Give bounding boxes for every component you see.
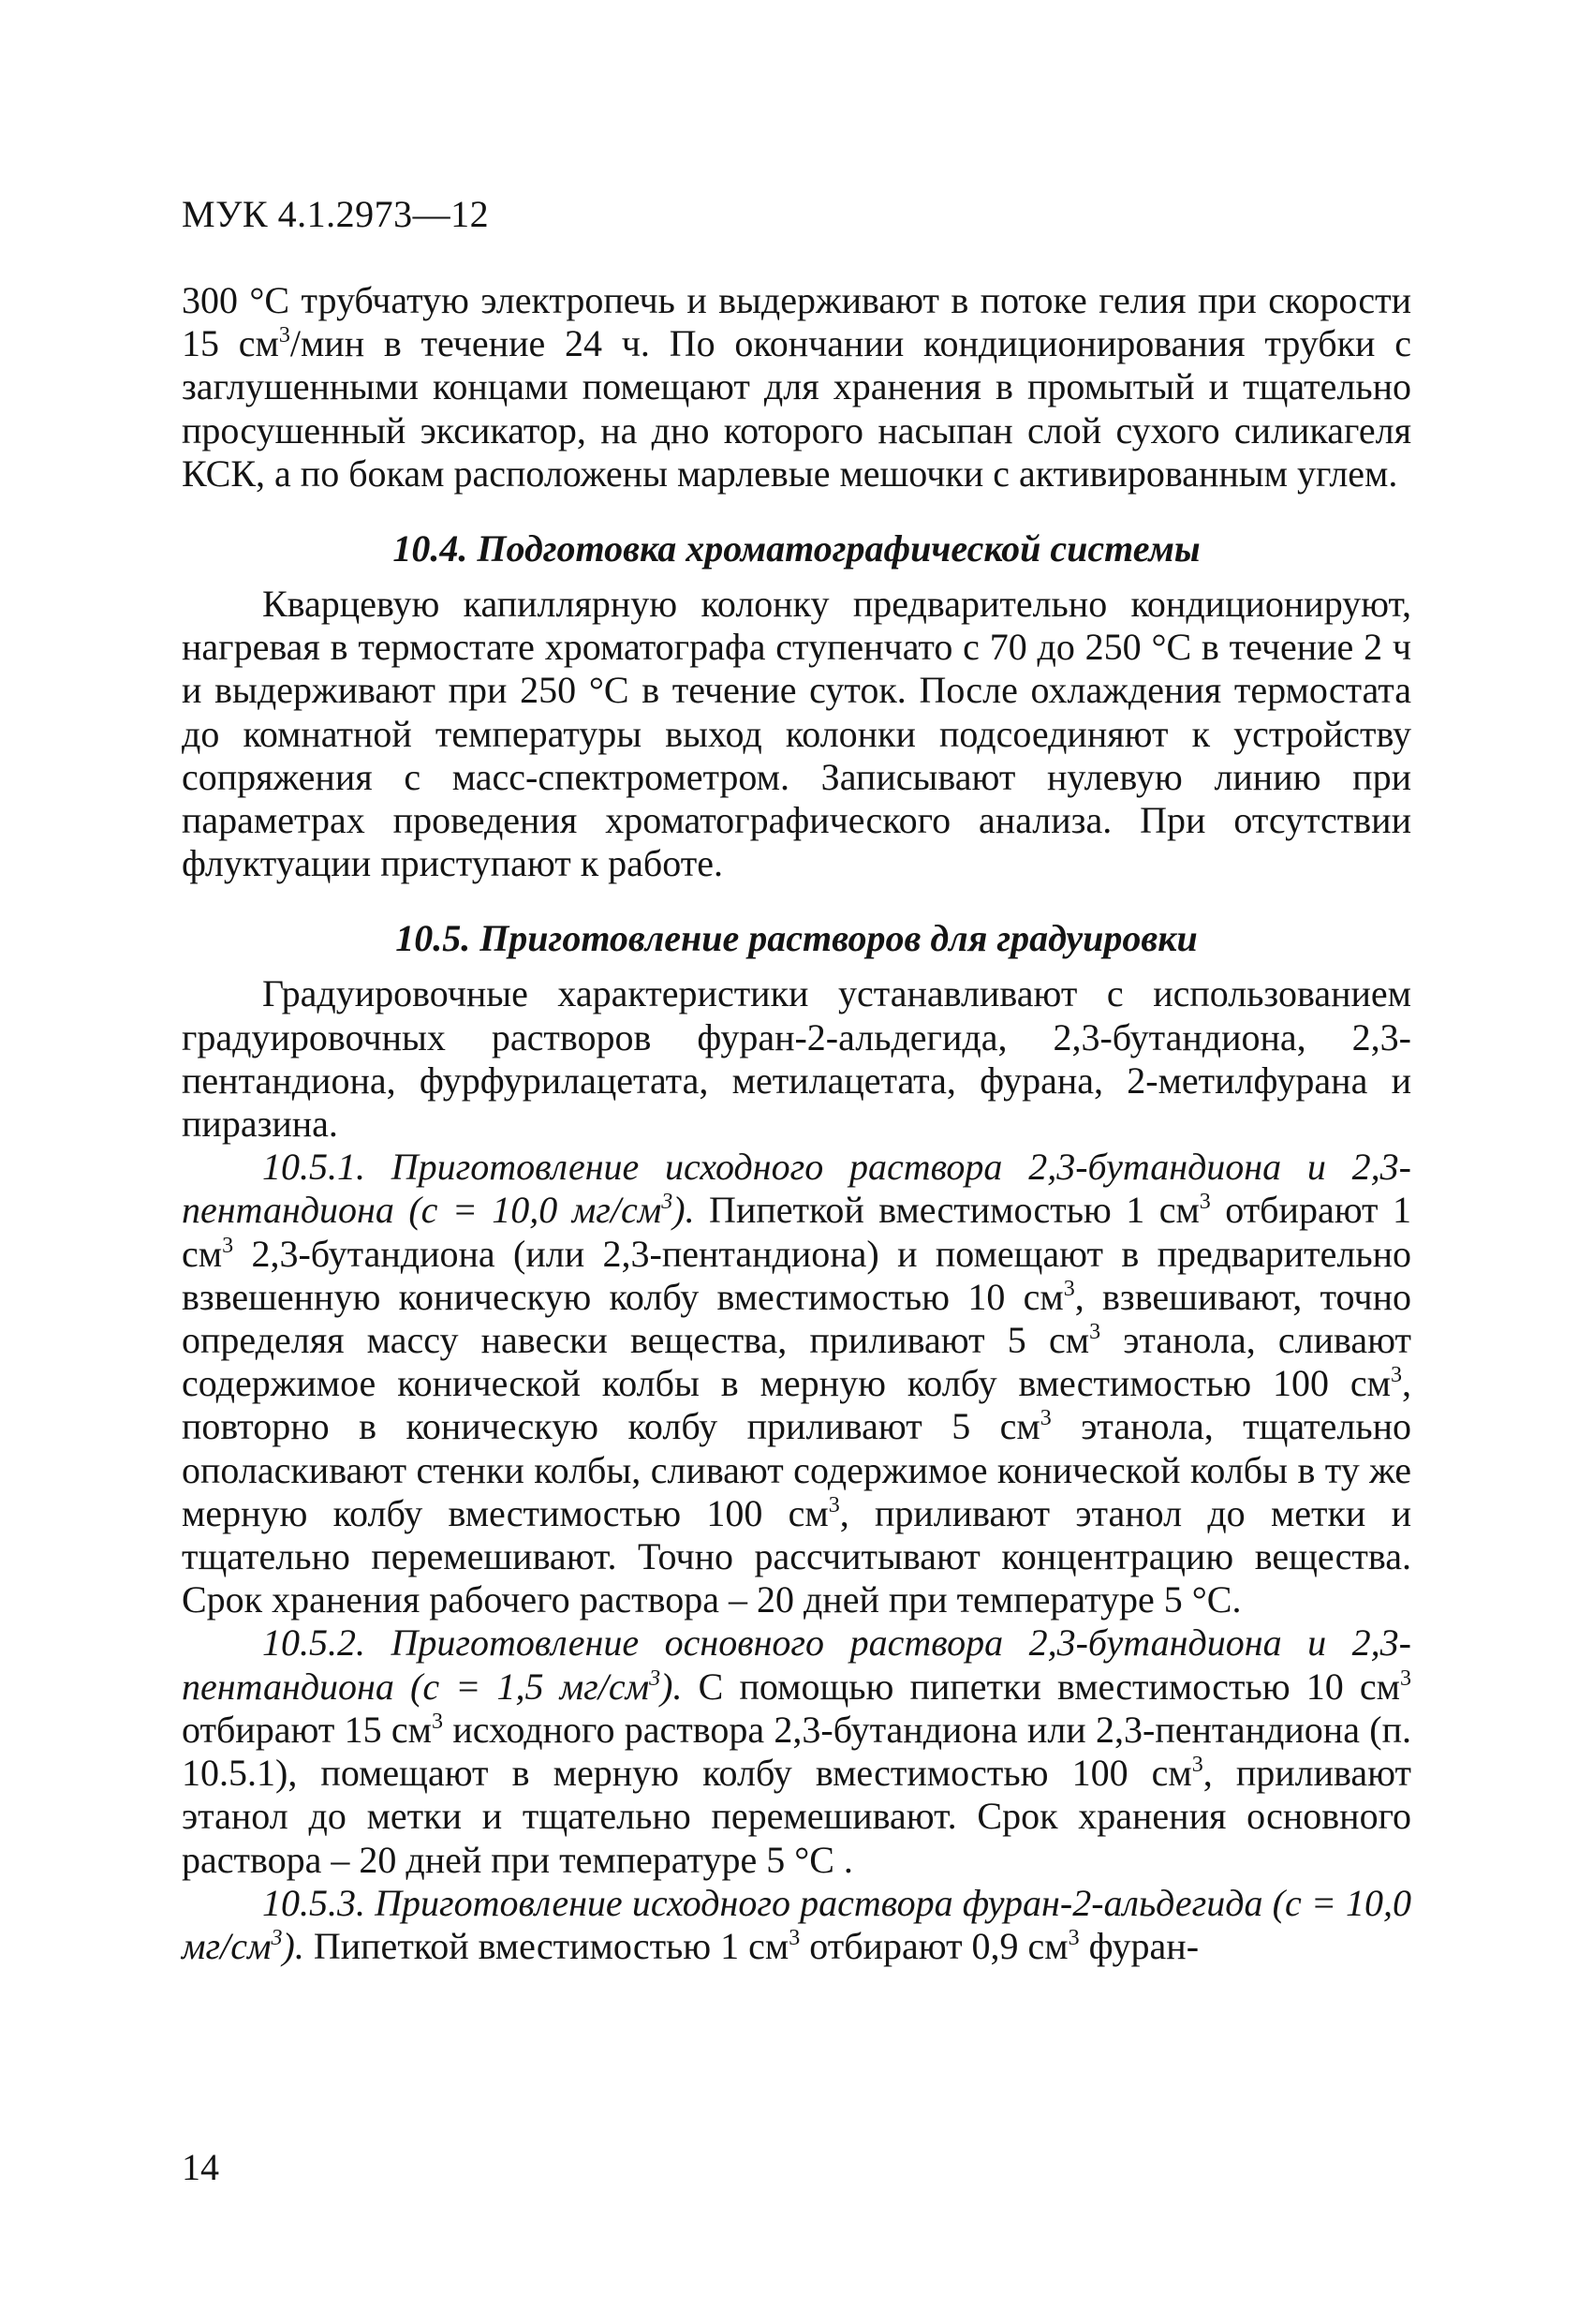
- paragraph-10-5-1: 10.5.1. Приготовление исходного раствора 2,3-бутандиона и 2,3-пентандиона (с = 10,0 $мг/см^3$). Пипеткой вместимостью 1 $см^3$ отбирают 1 $см^3$ 2,3-бутандиона (или 2,3-пентандиона) и помещают в предварительно взвешенную коническую колбу вместимостью 10 $см^3$, взвешивают, точно определяя массу навески вещества, приливают 5 $см^3$ этанола, сливают содержимое конической колбы в мерную колбу вместимостью 100 $см^3$, повторно в коническую колбу приливают 5 $см^3$ этанола, тщательно ополаскивают стенки колбы, сливают содержимое конической колбы в ту же мерную колбу вместимостью 100 $см^3$, приливают этанол до метки и тщательно перемешивают. Точно рассчитывают концентрацию вещества. Срок хранения рабочего раствора – 20 дней при температуре 5 °С.: [182, 1146, 1411, 1621]
- document-header: МУК 4.1.2973—12: [182, 193, 490, 235]
- paragraph-10-5: Градуировочные характеристики устанавливают с использованием градуировочных растворов фуран-2-альдегида, 2,3-бутандиона, 2,3-пентандиона, фурфурилацетата, метилацетата, фурана, 2-метилфурана и пиразина.: [182, 972, 1411, 1146]
- paragraph-10-5-3: 10.5.3. Приготовление исходного раствора фуран-2-альдегида (с = 10,0 $мг/см^3$). Пипеткой вместимостью 1 $см^3$ отбирают 0,9 $см^3$ фуран-: [182, 1881, 1411, 1967]
- paragraph-10-5-2: 10.5.2. Приготовление основного раствора 2,3-бутандиона и 2,3-пентандиона (с = 1,5 $мг/см^3$). С помощью пипетки вместимостью 10 $см^3$ отбирают 15 $см^3$ исходного раствора 2,3-бутандиона или 2,3-пентандиона (п. 10.5.1), помещают в мерную колбу вместимостью 100 $см^3$, приливают этанол до метки и тщательно перемешивают. Срок хранения основного раствора – 20 дней при температуре 5 °С .: [182, 1621, 1411, 1881]
- paragraph-10-4: Кварцевую капиллярную колонку предварительно кондиционируют, нагревая в термостате хроматографа ступенчато с 70 до 250 °С в течение 2 ч и выдерживают при 250 °С в течение суток. После охлаждения термостата до комнатной температуры выход колонки подсоединяют к устройству сопряжения с масс-спектрометром. Записывают нулевую линию при параметрах проведения хроматографического анализа. При отсутствии флуктуации приступают к работе.: [182, 583, 1411, 885]
- subsection-title-10-5-3: 10.5.3. Приготовление исходного раствора фуран-2-альдегида (с = 10,0 $мг/см^3$).: [182, 1881, 1411, 1967]
- section-heading-10-5: 10.5. Приготовление растворов для градуировки: [395, 917, 1198, 960]
- paragraph-conditioning: 300 °С трубчатую электропечь и выдерживают в потоке гелия при скорости 15 $см^3$/мин в течение 24 ч. По окончании кондиционирования трубки с заглушенными концами помещают для хранения в промытый и тщательно просушенный эксикатор, на дно которого насыпан слой сухого силикагеля КСК, а по бокам расположены марлевые мешочки с активированным углем.: [182, 279, 1411, 495]
- section-heading-10-4: 10.4. Подготовка хроматографической системы: [392, 527, 1201, 570]
- page-number: 14: [182, 2146, 219, 2188]
- subsection-title-10-5-1: 10.5.1. Приготовление исходного раствора 2,3-бутандиона и 2,3-пентандиона (с = 10,0 $мг/см^3$).: [182, 1146, 1411, 1232]
- document-body: [182, 279, 1411, 1968]
- subsection-title-10-5-2: 10.5.2. Приготовление основного раствора 2,3-бутандиона и 2,3-пентандиона (с = 1,5 $мг/см^3$).: [182, 1621, 1411, 1708]
